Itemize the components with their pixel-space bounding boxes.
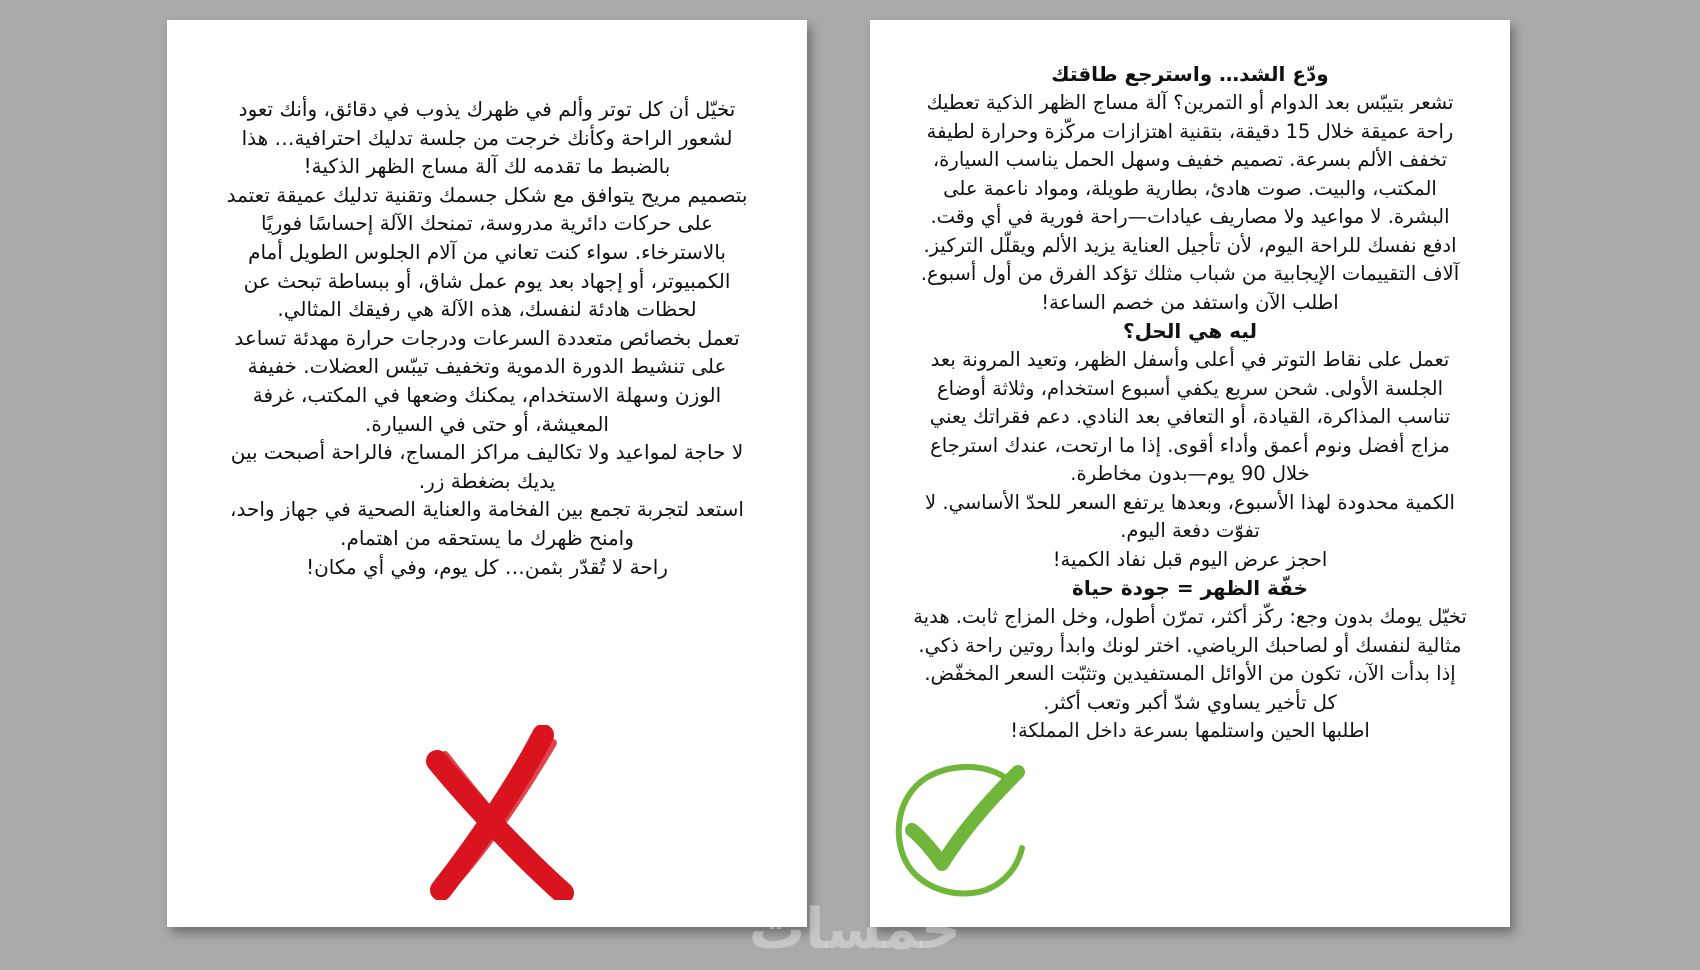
section-2-paragraph-2: الكمية محدودة لهذا الأسبوع، وبعدها يرتفع السعر للحدّ الأساسي. لا تفوّت دفعة اليوم. <box>925 490 1455 542</box>
section-2-heading: ليه هي الحل؟ <box>1122 319 1258 343</box>
left-paragraph-5: استعد لتجربة تجمع بين الفخامة والعناية الصحية في جهاز واحد، وامنح ظهرك ما يستحقه من اهتمام. <box>230 497 744 550</box>
section-3-paragraph-2: اطلبها الحين واستلمها بسرعة داخل المملكة! <box>1010 719 1370 742</box>
section-2-paragraph-3: احجز عرض اليوم قبل نفاد الكمية! <box>1052 547 1328 571</box>
left-paragraph-2: بتصميم مريح يتوافق مع شكل جسمك وتقنية تدليك عميقة تعتمد على حركات دائرية مدروسة، تمنحك الآلة إحساسًا فوريًا بالاسترخاء. سواء كنت تعاني من آلام الجلوس الطويل أمام الكمبيوتر، أو إجهاد بعد يوم عمل شاق، أو ببساطة تبحث عن لحظات هادئة لنفسك، هذه الآلة هي رفيقك المثالي. <box>226 182 748 322</box>
section-1-paragraph-1: تشعر بتيبّس بعد الدوام أو التمرين؟ آلة مساج الظهر الذكية تعطيك راحة عميقة خلال 15 دقيقة، بتقنية اهتزازات مركّزة وحرارة لطيفة تخفف الألم بسرعة. تصميم خفيف وسهل الحمل يناسب السيارة، المكتب، والبيت. صوت هادئ، بطارية طويلة، ومواد ناعمة على البشرة. لا مواعيد ولا مصاريف عيادات—راحة فورية في أي وقت. <box>926 91 1454 228</box>
check-mark-icon <box>890 760 1032 902</box>
left-paragraph-4: لا حاجة لمواعيد ولا تكاليف مراكز المساج، فالراحة أصبحت بين يديك بضغطة زر. <box>230 440 744 493</box>
section-3-paragraph-1: تخيّل يومك بدون وجع: ركّز أكثر، تمرّن أطول، وخل المزاج ثابت. هدية مثالية لنفسك أو لصاحبك الرياضي. اختر لونك وابدأ روتين راحة ذكي. إذا بدأت الآن، تكون من الأوائل المستفيدين وتثبّت السعر المخفّض. كل تأخير يساوي شدّ أكبر وتعب أكثر. <box>913 605 1467 714</box>
left-paragraph-1: تخيّل أن كل توتر وألم في ظهرك يذوب في دقائق، وأنك تعود لشعور الراحة وكأنك خرجت من جلسة تدليك احترافية… هذا بالضبط ما تقدمه لك آلة مساج الظهر الذكية! <box>238 97 736 179</box>
section-1-paragraph-2: ادفع نفسك للراحة اليوم، لأن تأجيل العناية يزيد الألم ويقلّل التركيز. آلاف التقييمات الإيجابية من شباب مثلك تؤكد الفرق من أول أسبوع. <box>920 233 1460 285</box>
cross-mark-icon <box>425 725 577 900</box>
section-1-heading: ودّع الشد… واسترجع طاقتك <box>1051 62 1329 86</box>
left-paragraph-3: تعمل بخصائص متعددة السرعات ودرجات حرارة مهدئة تساعد على تنشيط الدورة الدموية وتخفيف تيبّس العضلات. خفيفة الوزن وسهلة الاستخدام، يمكنك وضعها في المكتب، غرفة المعيشة، أو حتى في السيارة. <box>234 325 740 436</box>
section-2-paragraph-1: تعمل على نقاط التوتر في أعلى وأسفل الظهر، وتعيد المرونة بعد الجلسة الأولى. شحن سريع يكفي أسبوع استخدام، وثلاثة أوضاع تناسب المذاكرة، القيادة، أو التعافي بعد النادي. دعم فقراتك يعني مزاج أفضل ونوم أعمق وأداء أقوى. إذا ما ارتحت، عندك استرجاع خلال 90 يوم—بدون مخاطرة. <box>929 348 1451 485</box>
section-3-heading: خفّة الظهر = جودة حياة <box>1072 576 1308 600</box>
watermark-logo: خمسات <box>748 897 962 962</box>
section-1-paragraph-3: اطلب الآن واستفد من خصم الساعة! <box>1041 290 1339 314</box>
left-paragraph-6: راحة لا تُقدّر بثمن… كل يوم، وفي أي مكان! <box>306 554 668 579</box>
